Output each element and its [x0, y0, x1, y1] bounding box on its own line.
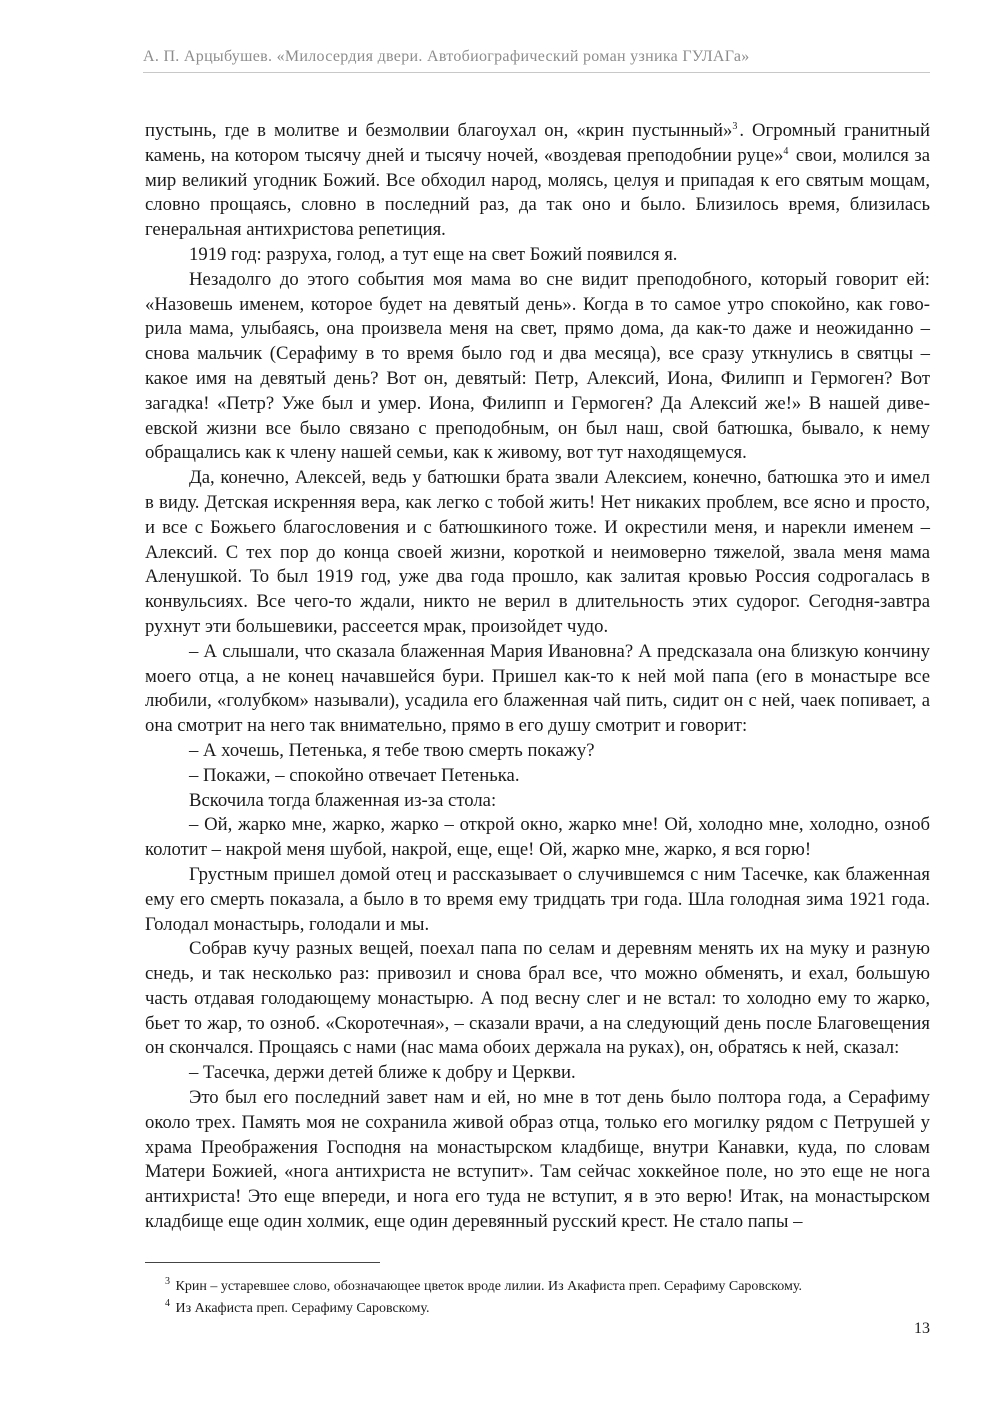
dialogue-line: – Ой, жарко мне, жарко, жарко – открой окно, жарко мне! Ой, холодно мне, холодно, озноб колотит – накрой меня шубой, накрой, еще, еще! Ой, жарко мне, жарко, я вся горю!: [145, 814, 930, 861]
footnote-ref[interactable]: 3: [732, 120, 738, 132]
dialogue-line: – Тасечка, держи детей ближе к добру и Церкви.: [189, 1062, 576, 1084]
paragraph: Грустным пришел домой отец и рассказывает о случившемся с ним Тасечке, как блаженная ему его смерть показала, а было в то время ему тридцать три года. Шла голодная зима 1921 года. Голодал монастырь, голодали и мы.: [145, 863, 930, 935]
footnote-mark: 3: [165, 1276, 170, 1288]
footnote-divider: [145, 1262, 380, 1263]
paragraph: пустынь, где в молитве и безмолвии благоухал он, «крин пустынный»$^3$ . Огромный гранитный камень, на котором тысячу дней и тысячу ночей, «воздевая преподобнии руце»$^4$ свои, молился за мир великий угодник Божий. Все обходил народ, молясь, целуя и припадая к его святым мощам, словно прощаясь, словно в последний раз, да так оно и было. Близилось время, близилась генеральная антихристова репетиция.: [145, 120, 930, 241]
running-header: А. П. Арцыбушев. «Милосердия двери. Автобиографический роман узника ГУЛАГа»: [143, 48, 750, 65]
dialogue-line: – Покажи, – спокойно отвечает Петенька.: [189, 764, 520, 786]
header-divider: [143, 72, 930, 73]
paragraph: Это был его последний завет нам и ей, но мне в тот день было полтора года, а Серафиму около трех. Память моя не сохранила живой образ отца, только его могилку рядом с Петрушей у храма Преображения Господня на монастырском кладбище, внутри Канавки, куда, по словам Матери Божией, «нога антихриста не вступит». Там сейчас хоккейное поле, но это еще не нога антихриста! Это еще впереди, и нога его туда не вступит, я в это верю! Итак, на монастырском кладбище еще один холмик, еще один деревянный русский крест. Не стало папы –: [145, 1087, 930, 1233]
paragraph: – А слышали, что сказала блаженная Мария Ивановна? А предсказала она близкую кончину моего отца, а не конец начавшейся бури. Пришел как-то к ней мой папа (его в монастыре все любили, «голубком» называли), усадила его блаженная чай пить, сидит он с ней, чаек попивает, а она смотрит на него так внимательно, прямо в его душу смотрит и говорит:: [145, 640, 930, 737]
page-number: 13: [914, 1320, 930, 1337]
paragraph: Да, конечно, Алексей, ведь у батюшки брата звали Алексием, конечно, батюшка это и имел в виду. Детская искренняя вера, как легко с тобой жить! Нет никаких проблем, все ясно и просто, и все с Божьего благословения и с батюшкиного тоже. И окрестили меня, и нарекли именем – Алексий. С тех пор до конца своей жизни, короткой и неимоверно тяжелой, звала меня мама Аленушкой. То был 1919 год, уже два года прошло, как залитая кровью Россия содрогалась в конвульсиях. Все чего-то ждали, никто не верил в длительность этих судорог. Сегодня-завтра рухнут эти большевики, рассеется мрак, произойдет чудо.: [145, 467, 930, 637]
paragraph: Незадолго до этого события моя мама во сне видит преподобного, который говорит ей: «Назовешь именем, которое будет на девятый день». Когда в то самое утро спокойно, как говорила мама, улыбаясь, она произвела меня на свет, прямо дома, да как-то даже и неожиданно – снова мальчик (Серафиму в то время было год и два месяца), все сразу уткнулись в святцы – какое имя на девятый день? Вот он, девятый: Петр, Алексий, Иона, Филипп и Гермоген? Вот загадка! «Петр? Уже был и умер. Иона, Филипп и Гермоген? Да Алексий же!» В нашей дивеевской жизни все было связано с преподобным, он был наш, свой батюшка, бывало, к нему обращались как к члену нашей семьи, как к живому, вот тут находящемуся.: [145, 268, 930, 464]
paragraph: Собрав кучу разных вещей, поехал папа по селам и деревням менять их на муку и разную снедь, и так несколько раз: привозил и снова брал все, что можно обменять, и ехал, большую часть отдавая голодающему монастырю. А под весну слег и не встал: то холодно ему то жарко, бьет то жар, то озноб. «Скоротечная», – сказали врачи, а на следующий день после Благовещения он скончался. Прощаясь с нами (нас мама обоих держала на руках), он, обратясь к ней, сказал:: [145, 938, 930, 1059]
footnote: $^3$ Крин – устаревшее слово, обозначающее цветок вроде лилии. Из Акафиста преп. Серафиму Саровскому.: [165, 1276, 802, 1294]
paragraph: Вскочила тогда блаженная из-за стола:: [189, 789, 497, 811]
paragraph: 1919 год: разруха, голод, а тут еще на свет Божий появился я.: [189, 243, 678, 265]
footnote-ref[interactable]: 4: [783, 145, 789, 157]
dialogue-line: – А хочешь, Петенька, я тебе твою смерть покажу?: [189, 739, 595, 761]
body-text: [145, 119, 930, 1235]
footnote: $^4$ Из Акафиста преп. Серафиму Саровскому.: [165, 1298, 430, 1316]
footnotes: [145, 1276, 930, 1320]
footnote-mark: 4: [165, 1298, 170, 1310]
